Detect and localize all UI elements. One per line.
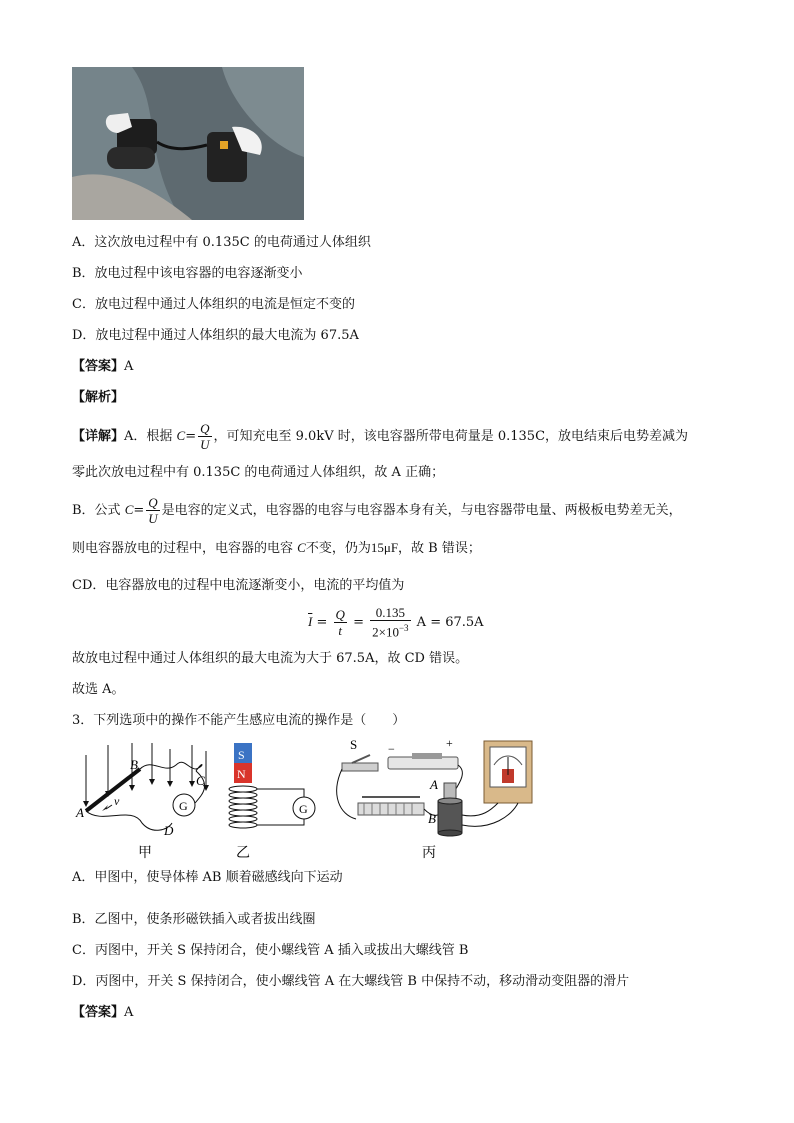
- fig1-label-g: G: [179, 799, 188, 813]
- detail-b-prefix: B．公式: [72, 503, 121, 518]
- fraction-den: U: [200, 437, 210, 452]
- answer-line: [72, 357, 133, 377]
- detail-b-suffix: 是电容的定义式，电容器的电容与电容器本身有关，与电容器带电量、两极板电势差无关，: [161, 503, 682, 518]
- q3-answer-line: [72, 1003, 133, 1023]
- avg-value-num: 0.135: [370, 605, 410, 621]
- q3-answer-tag: 【答案】: [72, 1005, 125, 1020]
- b-line2-c: C: [297, 540, 306, 555]
- b-line2-part3: ，故 B 错误；: [398, 541, 481, 556]
- detail-choose: 故选 A。: [72, 682, 125, 697]
- avg-frac-value: [370, 605, 410, 639]
- avg-tail: A = 67.5A: [416, 615, 484, 630]
- fraction-q-over-u: [198, 421, 211, 452]
- fig1-label-b: B: [130, 757, 138, 772]
- detail-a-suffix: ，可知充电至 9.0kV 时，该电容器所带电荷量是 0.135C，放电结束后电势差减为: [213, 429, 689, 444]
- figure-bing: [337, 736, 532, 861]
- avg-i: $\overline{I}$: [308, 614, 313, 629]
- fig3-label-a: A: [430, 777, 438, 792]
- q3-stem: 3．下列选项中的操作不能产生感应电流的操作是（ ）: [72, 713, 406, 728]
- q3-answer-value: A: [124, 1005, 134, 1020]
- fig1-label-d: D: [164, 823, 174, 838]
- formula-eq: =: [185, 429, 197, 444]
- option-c: C．放电过程中通过人体组织的电流是恒定不变的: [72, 297, 355, 312]
- fig3-label-plus: +: [446, 736, 453, 750]
- fig3-label-s: S: [350, 737, 358, 752]
- avg-frac-q-t: [334, 607, 347, 638]
- fig1-label-v: v: [114, 794, 120, 808]
- fig2-label-g: G: [299, 802, 308, 816]
- defibrillator-illustration: [72, 67, 304, 220]
- detail-tag: 【详解】: [72, 429, 125, 444]
- fig2-label-n: N: [237, 767, 246, 781]
- q3-option-a: A．甲图中，使导体棒 AB 顺着磁感线向下运动: [72, 870, 343, 885]
- formula-c: C: [176, 428, 186, 443]
- fig2-label-s: S: [238, 748, 245, 762]
- defibrillator-photo: [72, 67, 304, 220]
- avg-frac-den: t: [338, 623, 343, 638]
- b-line2-part1: 则电容器放电的过程中，电容器的电容: [72, 541, 294, 556]
- avg-den-exp: −3: [398, 623, 409, 634]
- fig3-label-b: B: [428, 811, 436, 826]
- figure-yi: [229, 743, 315, 861]
- option-d: D．放电过程中通过人体组织的最大电流为 67.5A: [72, 328, 359, 343]
- fraction-b-q-over-u: [146, 495, 159, 526]
- avg-eq2: =: [353, 615, 364, 630]
- formula-b-eq: =: [133, 503, 145, 518]
- avg-frac-num: Q: [335, 607, 345, 622]
- fig-caption-bing: 丙: [422, 846, 436, 861]
- answer-tag: 【答案】: [72, 359, 125, 374]
- b-line2-value: 15μF: [370, 540, 399, 555]
- fraction-b-num: Q: [148, 495, 158, 510]
- avg-den-base: 2×10: [372, 624, 399, 640]
- detail-conclusion: 故放电过程中通过人体组织的最大电流为大于 67.5A，故 CD 错误。: [72, 651, 469, 666]
- detail-a-prefix: A．根据: [124, 429, 173, 444]
- b-line2-part2: 不变，仍为: [305, 541, 371, 556]
- formula-b-c: C: [124, 502, 134, 517]
- avg-current-formula: [308, 602, 484, 643]
- fig-caption-jia: 甲: [138, 846, 152, 861]
- q3-option-b: B．乙图中，使条形磁铁插入或者拔出线圈: [72, 912, 316, 927]
- option-a: A．这次放电过程中有 0.135C 的电荷通过人体组织: [72, 235, 371, 250]
- avg-value-den: [370, 621, 410, 639]
- q3-option-d: D．丙图中，开关 S 保持闭合，使小螺线管 A 在大螺线管 B 中保持不动，移动滑动变阻器的滑片: [72, 974, 630, 989]
- q3-option-c: C．丙图中，开关 S 保持闭合，使小螺线管 A 插入或拔出大螺线管 B: [72, 943, 469, 958]
- fig1-label-c: C: [196, 773, 205, 788]
- option-b: B．放电过程中该电容器的电容逐渐变小: [72, 266, 303, 281]
- q3-figures: [72, 735, 552, 865]
- detail-b-line2: [72, 538, 481, 559]
- fig1-label-a: A: [76, 805, 84, 820]
- answer-value: A: [124, 359, 134, 374]
- fig-caption-yi: 乙: [236, 846, 250, 861]
- avg-eq1: =: [316, 615, 328, 630]
- detail-cd-line: CD．电容器放电的过程中电流逐渐变小，电流的平均值为: [72, 578, 405, 593]
- detail-a-line2: 零此次放电过程中有 0.135C 的电荷通过人体组织，故 A 正确；: [72, 465, 445, 480]
- figure-jia: [75, 743, 209, 861]
- detail-line-b: [72, 494, 682, 527]
- detail-line-a: [72, 420, 688, 453]
- fraction-b-den: U: [148, 511, 158, 526]
- fraction-num: Q: [200, 421, 210, 436]
- analysis-tag: 【解析】: [72, 390, 125, 405]
- fig3-label-minus: −: [388, 742, 395, 756]
